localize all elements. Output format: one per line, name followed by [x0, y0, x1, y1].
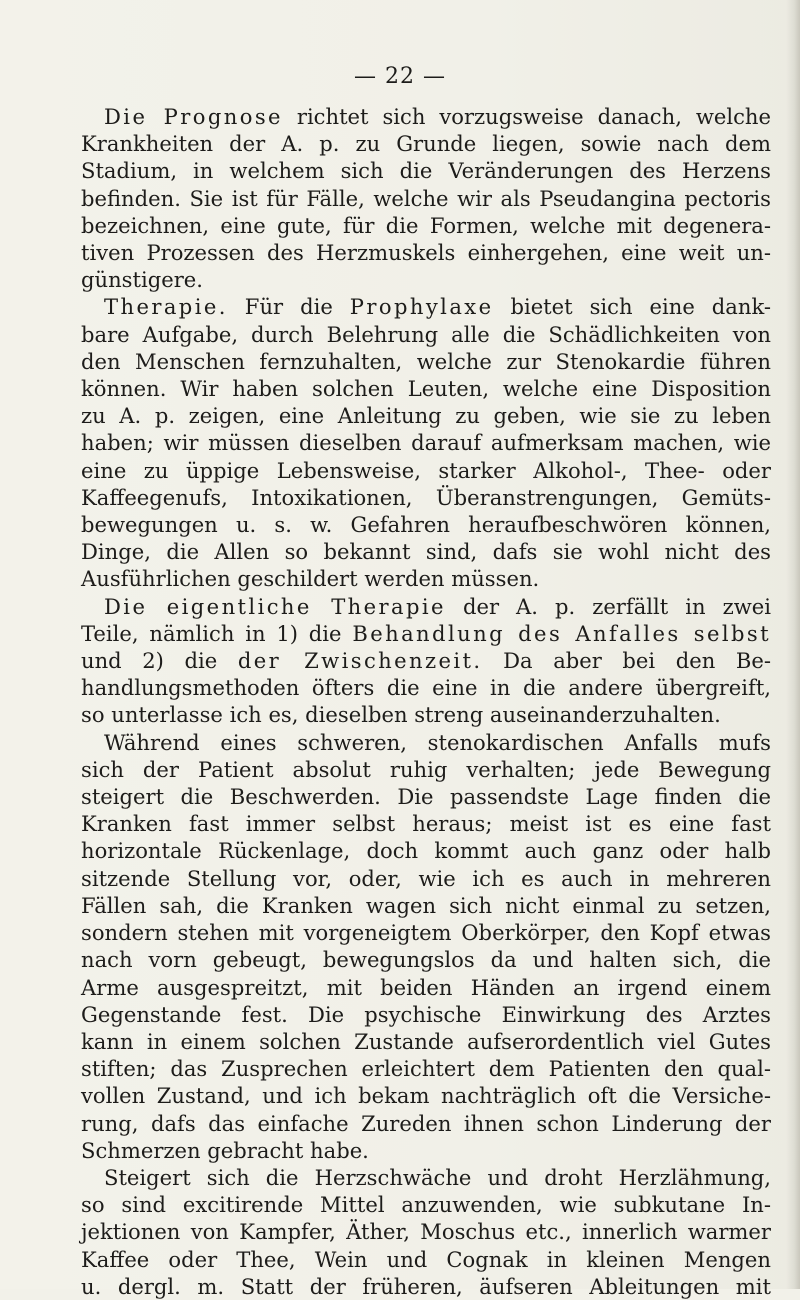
spaced-term: Die eigentliche Therapie: [104, 593, 446, 619]
text-line: horizontale Rückenlage, doch kommt auch ganz oder halb: [81, 838, 771, 864]
text-line: günstigere.: [81, 267, 203, 293]
paragraph-prognose: [81, 103, 771, 293]
text-line: Kaffee oder Thee, Wein und Cognak in kleinen Mengen: [81, 1246, 771, 1272]
paragraph-anfall: [81, 729, 771, 1164]
text-line: tiven Prozessen des Herzmuskels einhergehen, eine weit un-: [81, 240, 771, 266]
text-line: Während eines schweren, stenokardischen Anfalls mufs: [104, 729, 771, 755]
text-line: Die Prognose richtet sich vorzugsweise danach, welche: [104, 104, 771, 129]
text-line: Ausführlichen geschildert werden müssen.: [81, 566, 540, 592]
spaced-term: Die Prognose: [104, 104, 283, 129]
text-line: Stadium, in welchem sich die Veränderungen des Herzens: [81, 158, 771, 184]
text-line: stiften; das Zusprechen erleichtert dem Patienten den qual-: [81, 1056, 771, 1082]
text-line: vollen Zustand, und ich bekam nachträglich oft die Versiche-: [81, 1083, 771, 1109]
body-text: [81, 103, 771, 1300]
paragraph-eigentliche-therapie: [81, 593, 771, 729]
text-line: bewegungen u. s. w. Gefahren heraufbeschwören können,: [81, 512, 771, 538]
text-line: u. dergl. m. Statt der früheren, äufseren Ableitungen mit: [81, 1273, 771, 1299]
text-line: so sind excitirende Mittel anzuwenden, wie subkutane In-: [81, 1192, 771, 1218]
text-line: handlungsmethoden öfters die eine in die andere übergreift,: [81, 675, 771, 701]
spaced-term: Therapie.: [104, 294, 228, 320]
paragraph-herzschwaeche: [81, 1164, 771, 1300]
text-line: Krankheiten der A. p. zu Grunde liegen, sowie nach dem: [81, 131, 771, 157]
text-line: Dinge, die Allen so bekannt sind, dafs sie wohl nicht des: [81, 539, 771, 565]
page-number: — 22 —: [354, 64, 446, 89]
text-line: rung, dafs das einfache Zureden ihnen schon Linderung der: [81, 1110, 771, 1136]
text-line: jektionen von Kampfer, Äther, Moschus etc., innerlich warmer: [81, 1219, 771, 1245]
text-line: sich der Patient absolut ruhig verhalten; jede Bewegung: [81, 756, 771, 782]
text-line: Gegenstande fest. Die psychische Einwirkung des Arztes: [81, 1001, 771, 1027]
text-line: eine zu üppige Lebensweise, starker Alkohol-, Thee- oder: [81, 457, 771, 483]
spaced-term: Behandlung des Anfalles selbst: [352, 620, 771, 646]
text-line: sitzende Stellung vor, oder, wie ich es auch in mehreren: [81, 865, 771, 891]
paragraph-therapie: [81, 293, 771, 592]
text-line: Therapie. Für die Prophylaxe bietet sich eine dank-: [104, 294, 771, 320]
text-line: bare Aufgabe, durch Belehrung alle die Schädlichkeiten von: [81, 321, 771, 347]
text-line: sondern stehen mit vorgeneigtem Oberkörper, den Kopf etwas: [81, 920, 771, 946]
text-line: Kranken fast immer selbst heraus; meist ist es eine fast: [81, 811, 771, 837]
text-line: steigert die Beschwerden. Die passendste Lage finden die: [81, 784, 771, 810]
text-line: Fällen sah, die Kranken wagen sich nicht einmal zu setzen,: [81, 892, 771, 918]
spaced-term: Prophylaxe: [349, 294, 494, 320]
page-edge-shadow: [786, 0, 800, 1289]
text-line: zu A. p. zeigen, eine Anleitung zu geben, wie sie zu leben: [81, 403, 771, 429]
text-line: befinden. Sie ist für Fälle, welche wir als Pseudangina pectoris: [81, 185, 771, 211]
text-line: kann in einem solchen Zustande aufserordentlich viel Gutes: [81, 1028, 771, 1054]
text-line: Steigert sich die Herzschwäche und droht Herzlähmung,: [104, 1164, 771, 1190]
text-line: Die eigentliche Therapie der A. p. zerfällt in zwei: [104, 593, 771, 619]
text-line: und 2) die der Zwischenzeit. Da aber bei den Be-: [81, 648, 772, 674]
text-line: Arme ausgespreitzt, mit beiden Händen an irgend einem: [81, 974, 771, 1000]
text-line: so unterlasse ich es, dieselben streng auseinanderzuhalten.: [81, 702, 721, 728]
spaced-term: der Zwischenzeit.: [237, 648, 483, 674]
text-line: Kaffeegenufs, Intoxikationen, Überanstrengungen, Gemüts-: [81, 484, 771, 510]
text-line: Schmerzen gebracht habe.: [81, 1137, 369, 1163]
text-line: können. Wir haben solchen Leuten, welche eine Disposition: [81, 376, 771, 402]
text-line: haben; wir müssen dieselben darauf aufmerksam machen, wie: [81, 430, 771, 456]
text-line: den Menschen fernzuhalten, welche zur Stenokardie führen: [81, 348, 771, 374]
text-line: nach vorn gebeugt, bewegungslos da und halten sich, die: [81, 947, 771, 973]
text-line: bezeichnen, eine gute, für die Formen, welche mit degenera-: [81, 212, 771, 238]
text-line: Teile, nämlich in 1) die Behandlung des Anfalles selbst: [81, 620, 771, 646]
